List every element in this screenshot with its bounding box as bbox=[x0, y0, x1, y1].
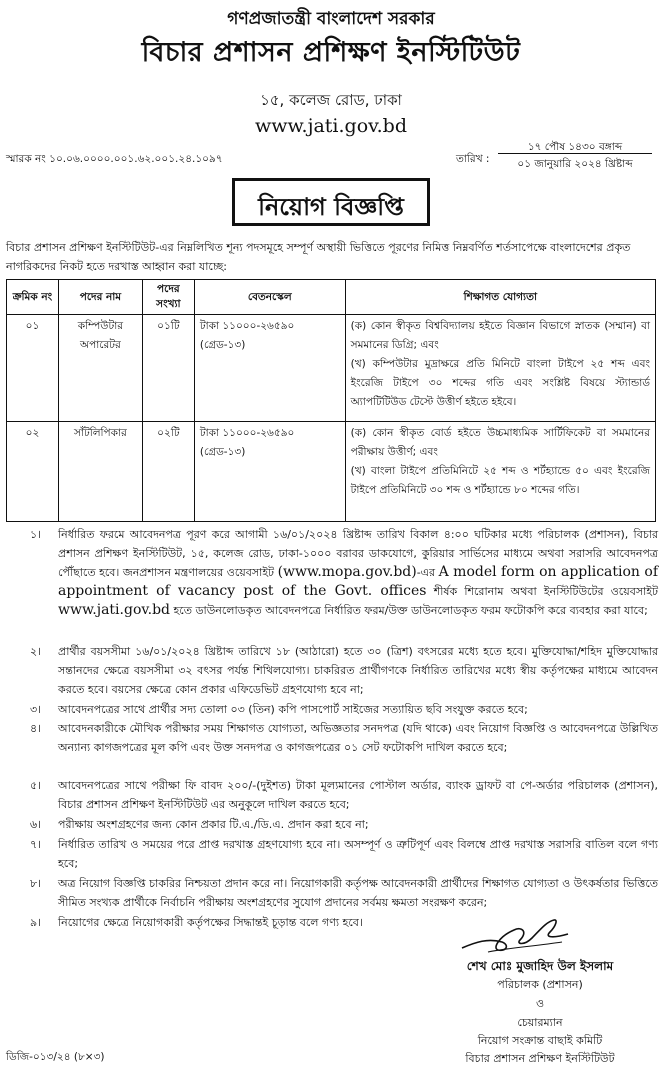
cell-post: কম্পিউটার অপারেটর bbox=[58, 315, 142, 422]
condition-number: ৯। bbox=[30, 916, 42, 929]
condition-number: ৩। bbox=[30, 703, 42, 716]
qualification-a: (ক) কোন স্বীকৃত বিশ্ববিদ্যালয় হইতে বিজ্ঞান বিভাগে স্নাতক (সম্মান) বা সমমানের ডিগ্রি; এবং bbox=[350, 320, 650, 351]
signatory-conjunction: ও bbox=[535, 997, 545, 1010]
vacancy-table bbox=[6, 279, 656, 522]
col-post: পদের নাম bbox=[58, 280, 142, 315]
memo-number: স্মারক নং ১০.০৬.০০০০.০০১.৬২.০০১.২৪.১০৯৭ bbox=[6, 153, 223, 165]
signatory-designation: পরিচালক (প্রশাসন) bbox=[497, 978, 583, 991]
col-count: পদের সংখ্যা bbox=[142, 280, 194, 315]
cell-count: ০২টি bbox=[142, 422, 194, 522]
handwritten-signature bbox=[458, 912, 578, 958]
qualification-b: (খ) বাংলা টাইপে প্রতিমিনিটে ২৫ শব্দ ও শর্টহ্যান্ডে ৫০ এবং ইংরেজি টাইপে প্রতিমিনিটে ৩০ শব্দ ও শর্টহ্যান্ডে ৮০ শব্দের গতি। bbox=[350, 465, 650, 496]
condition-number: ১। bbox=[30, 528, 42, 541]
signatory-institute: বিচার প্রশাসন প্রশিক্ষণ ইনস্টিটিউট bbox=[465, 1052, 615, 1065]
date-gregorian: ০১ জানুয়ারি ২০২৪ খ্রিষ্টাব্দ bbox=[517, 158, 633, 170]
condition-number: ৭। bbox=[30, 838, 42, 851]
condition-text-part: নির্ধারিত ফরমে আবেদনপত্র পূরণ করে আগামী ১৬/০১/২০২৪ খ্রিষ্টাব্দ তারিখ বিকাল ৪:০০ ঘটিকার মধ্যে পরিচালক (প্রশাসন), বিচার প্রশাসন প্রশিক্ষণ ইনস্টিটিউট, ১৫, কলেজ রোড, ঢাকা-১০০০ বরাবর ডাকযোগে, কুরিয়ার সার্ভিসের মাধ্যমে অথবা সরাসরি আবেদনপত্র পৌঁছাতে হবে। জনপ্রশাসন মন্ত্রণালয়ের ওয়েবসাইট bbox=[58, 528, 658, 579]
selection-committee: নিয়োগ সংক্রান্ত বাছাই কমিটি bbox=[477, 1034, 603, 1047]
institute-website: www.jati.gov.bd bbox=[255, 115, 407, 137]
pay-grade: (গ্রেড-১৩) bbox=[199, 339, 246, 351]
col-pay: বেতনস্কেল bbox=[194, 280, 345, 315]
cell-pay bbox=[194, 315, 345, 422]
qualification-b: (খ) কম্পিউটার মুদ্রাক্ষরে প্রতি মিনিটে বাংলা টাইপে ২৫ শব্দ এবং ইংরেজি টাইপে ৩০ শব্দের গতি এবং সংশ্লিষ্ট বিষয়ে স্ট্যান্ডার্ড অ্যাপটিটিউড টেস্টে উত্তীর্ণ হইতে হইবে। bbox=[350, 358, 650, 408]
pay-scale: টাকা ১১০০০-২৬৫৯০ bbox=[199, 427, 295, 439]
condition-text: আবেদনপত্রের সাথে পরীক্ষা ফি বাবদ ২০০/-(দুইশত) টাকা মূল্যমানের পোস্টাল অর্ডার, ব্যাংক ড্রাফট বা পে-অর্ডার পরিচালক (প্রশাসন), বিচার প্রশাসন প্রশিক্ষণ ইনস্টিটিউট এর অনুকূলে দাখিল করতে হবে; bbox=[58, 779, 658, 811]
condition-text: প্রার্থীর বয়সসীমা ১৬/০১/২০২৪ খ্রিষ্টাব্দ তারিখে ১৮ (আঠারো) হতে ৩০ (ত্রিশ) বৎসরের মধ্যে হতে হবে। মুক্তিযোদ্ধা/শহিদ মুক্তিযোদ্ধার সন্তানদের ক্ষেত্রে বয়সসীমা ৩২ বৎসর পর্যন্ত শিথিলযোগ্য। চাকরিরত প্রার্থীগণকে নির্ধারিত তারিখের মধ্যে স্বীয় কর্তৃপক্ষের মাধ্যমে আবেদন করতে হবে। বয়সের ক্ষেত্রে কোন প্রকার এফিডেভিট গ্রহণযোগ্য হবে না; bbox=[58, 645, 658, 696]
notice-title: নিয়োগ বিজ্ঞপ্তি bbox=[258, 193, 404, 221]
table-row bbox=[7, 315, 656, 422]
date-bangla: ১৭ পৌষ ১৪৩০ বঙ্গাব্দ bbox=[527, 141, 623, 153]
cell-qualification bbox=[345, 315, 655, 422]
col-serial: ক্রমিক নং bbox=[7, 280, 59, 315]
model-form-title: A model form on application of appointment of vacancy post of the Govt. offices bbox=[58, 564, 659, 599]
cell-count: ০১টি bbox=[142, 315, 194, 422]
cell-serial: ০১ bbox=[7, 315, 59, 422]
table-header-row bbox=[7, 280, 656, 315]
dg-reference-code: ডিজি-০১৩/২৪ (৮×৩) bbox=[6, 1051, 105, 1063]
condition-text bbox=[58, 525, 658, 620]
intro-paragraph: বিচার প্রশাসন প্রশিক্ষণ ইনস্টিটিউট-এর নিম্নলিখিত শূন্য পদসমূহে সম্পূর্ণ অস্থায়ী ভিত্তিতে পূরণের নিমিত্ত নিম্নবর্ণিত শর্তসাপেক্ষে বাংলাদেশের প্রকৃত নাগরিকদের নিকট হতে দরখাস্ত আহ্বান করা যাচ্ছে: bbox=[6, 241, 631, 273]
condition-text-part: -এর bbox=[416, 566, 436, 579]
condition-text: আবেদনপত্রের সাথে প্রার্থীর সদ্য তোলা ০৩ (তিন) কপি পাসপোর্ট সাইজের সত্যায়িত ছবি সংযুক্ত করতে হবে; bbox=[58, 703, 528, 716]
pay-grade: (গ্রেড-১৩) bbox=[199, 446, 246, 458]
government-name: গণপ্রজাতন্ত্রী বাংলাদেশ সরকার bbox=[227, 9, 435, 29]
notice-title-box bbox=[232, 178, 430, 226]
cell-serial: ০২ bbox=[7, 422, 59, 522]
condition-text-part: হতে ডাউনলোডকৃত আবেদনপত্রে নির্ধারিত ফরম/উক্ত ডাউনলোডকৃত ফরম ফটোকপি করে ব্যবহার করা যাবে; bbox=[173, 604, 648, 617]
condition-number: ৬। bbox=[30, 818, 42, 831]
jati-website: www.jati.gov.bd bbox=[58, 602, 170, 618]
table-row bbox=[7, 422, 656, 522]
condition-text: নির্ধারিত তারিখ ও সময়ের পরে প্রাপ্ত দরখাস্ত গ্রহণযোগ্য হবে না। অসম্পূর্ণ ও ত্রুটিপূর্ণ এবং বিলম্বে প্রাপ্ত দরখাস্ত সরাসরি বাতিল বলে গণ্য হবে; bbox=[58, 838, 658, 870]
date-label: তারিখ : bbox=[456, 153, 490, 165]
cell-qualification bbox=[345, 422, 655, 522]
qualification-a: (ক) কোন স্বীকৃত বোর্ড হইতে উচ্চমাধ্যমিক সার্টিফিকেট বা সমমানের পরীক্ষায় উত্তীর্ণ; এবং bbox=[350, 427, 650, 458]
institute-name: বিচার প্রশাসন প্রশিক্ষণ ইনস্টিটিউট bbox=[141, 37, 521, 68]
signatory-chairman: চেয়ারম্যান bbox=[517, 1016, 563, 1029]
condition-number: ৫। bbox=[30, 779, 42, 792]
condition-text: আবেদনকারীকে মৌখিক পরীক্ষার সময় শিক্ষাগত যোগ্যতা, অভিজ্ঞতার সনদপত্র (যদি থাকে) এবং নিয়োগ বিজ্ঞপ্তি ও আবেদনপত্রে উল্লিখিত অন্যান্য কাগজপত্রের মূল কপি এবং উক্ত সনদপত্র ও কাগজপত্রের ০১ সেট ফটোকপি দাখিল করতে হবে; bbox=[58, 722, 658, 754]
condition-text: অত্র নিয়োগ বিজ্ঞপ্তি চাকরির নিশ্চয়তা প্রদান করে না। নিয়োগকারী কর্তৃপক্ষ আবেদনকারী প্রার্থীদের শিক্ষাগত যোগ্যতা ও উৎকর্ষতার ভিত্তিতে সীমিত সংখ্যক প্রার্থীকে নির্বাচনি পরীক্ষায় অংশগ্রহণের সুযোগ প্রদানের সর্বময় ক্ষমতা সংরক্ষণ করেন; bbox=[58, 877, 658, 909]
condition-text-part: শীর্ষক শিরোনাম অথবা ইনস্টিটিউটের ওয়েবসাইট bbox=[433, 585, 659, 598]
cell-post: সাঁটলিপিকার bbox=[58, 422, 142, 522]
institute-address: ১৫, কলেজ রোড, ঢাকা bbox=[260, 91, 402, 109]
signatory-name: শেখ মোঃ মুজাহিদ উল ইসলাম bbox=[466, 959, 614, 973]
pay-scale: টাকা ১১০০০-২৬৫৯০ bbox=[199, 320, 295, 332]
condition-text: পরীক্ষায় অংশগ্রহণের জন্য কোন প্রকার টি.এ./ডি.এ. প্রদান করা হবে না; bbox=[58, 818, 369, 831]
date-divider bbox=[498, 153, 652, 154]
condition-number: ২। bbox=[30, 645, 42, 658]
col-qualification: শিক্ষাগত যোগ্যতা bbox=[345, 280, 655, 315]
cell-pay bbox=[194, 422, 345, 522]
mopa-website: (www.mopa.gov.bd) bbox=[277, 564, 417, 580]
condition-text: নিয়োগের ক্ষেত্রে নিয়োগকারী কর্তৃপক্ষের সিদ্ধান্তই চূড়ান্ত বলে গণ্য হবে। bbox=[58, 916, 363, 929]
condition-number: ৮। bbox=[30, 877, 42, 890]
condition-number: ৪। bbox=[30, 722, 42, 735]
